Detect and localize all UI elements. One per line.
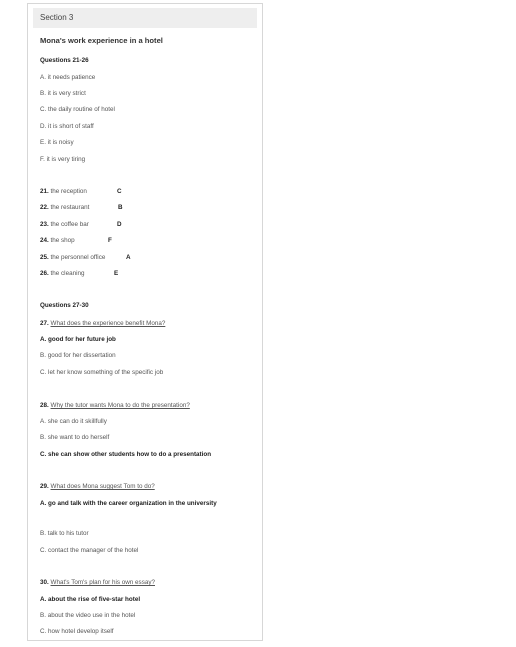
question-28 [40,402,190,410]
question-item-21 [40,188,87,196]
question-text: What does the experience benefit Mona? [50,320,166,327]
option-a: A. it needs patience [40,74,96,81]
question-text: What does Mona suggest Tom to do? [50,483,155,490]
answer-23: D [117,221,122,228]
answer-22: B [118,204,123,211]
question-number: 24. [40,237,49,244]
question-item-22 [40,204,89,212]
answer-option-correct: C. she can show other students how to do a presentation [40,451,212,458]
answer-option-correct: A. good for her future job [40,336,116,343]
answer-21: C [117,188,122,195]
question-item-25 [40,254,105,262]
question-text: the personnel office [50,254,106,261]
questions-21-26-heading: Questions 21-26 [40,57,89,64]
question-27 [40,320,165,328]
answer-option-correct: A. about the rise of five-star hotel [40,596,141,603]
question-text: the restaurant [50,204,90,211]
option-e: E. it is noisy [40,139,74,146]
question-number: 29. [40,483,49,490]
option-d: D. it is short of staff [40,123,94,130]
question-item-26 [40,270,84,278]
page-title: Mona's work experience in a hotel [40,36,163,45]
option-c: C. the daily routine of hotel [40,106,115,113]
answer-option: B. talk to his tutor [40,530,89,537]
section-header: Section 3 [33,8,257,28]
question-text: Why the tutor wants Mona to do the presentation? [50,402,190,409]
answer-option: B. good for her dissertation [40,352,116,359]
option-f: F. it is very tiring [40,156,86,163]
answer-option-correct: A. go and talk with the career organization in the university [40,500,217,507]
answer-26: E [114,270,119,277]
question-number: 26. [40,270,49,277]
question-number: 28. [40,402,49,409]
question-text: the cleaning [50,270,85,277]
question-text: the coffee bar [50,221,89,228]
question-number: 21. [40,188,49,195]
question-text: the reception [50,188,87,195]
answer-option: B. about the video use in the hotel [40,612,136,619]
document-card [27,3,263,641]
question-number: 30. [40,579,49,586]
question-text: the shop [50,237,75,244]
question-number: 22. [40,204,49,211]
answer-option: B. she want to do herself [40,434,110,441]
answer-option: A. she can do it skillfully [40,418,107,425]
answer-option: C. how hotel develop itself [40,628,114,635]
question-number: 23. [40,221,49,228]
question-item-24 [40,237,75,245]
question-29 [40,483,155,491]
answer-25: A [126,254,131,261]
question-number: 27. [40,320,49,327]
question-item-23 [40,221,89,229]
question-30 [40,579,155,587]
answer-option: C. let her know something of the specific job [40,369,164,376]
question-text: What's Tom's plan for his own essay? [50,579,155,586]
answer-option: C. contact the manager of the hotel [40,547,139,554]
question-number: 25. [40,254,49,261]
answer-24: F [108,237,112,244]
questions-27-30-heading: Questions 27-30 [40,302,89,309]
option-b: B. it is very strict [40,90,86,97]
